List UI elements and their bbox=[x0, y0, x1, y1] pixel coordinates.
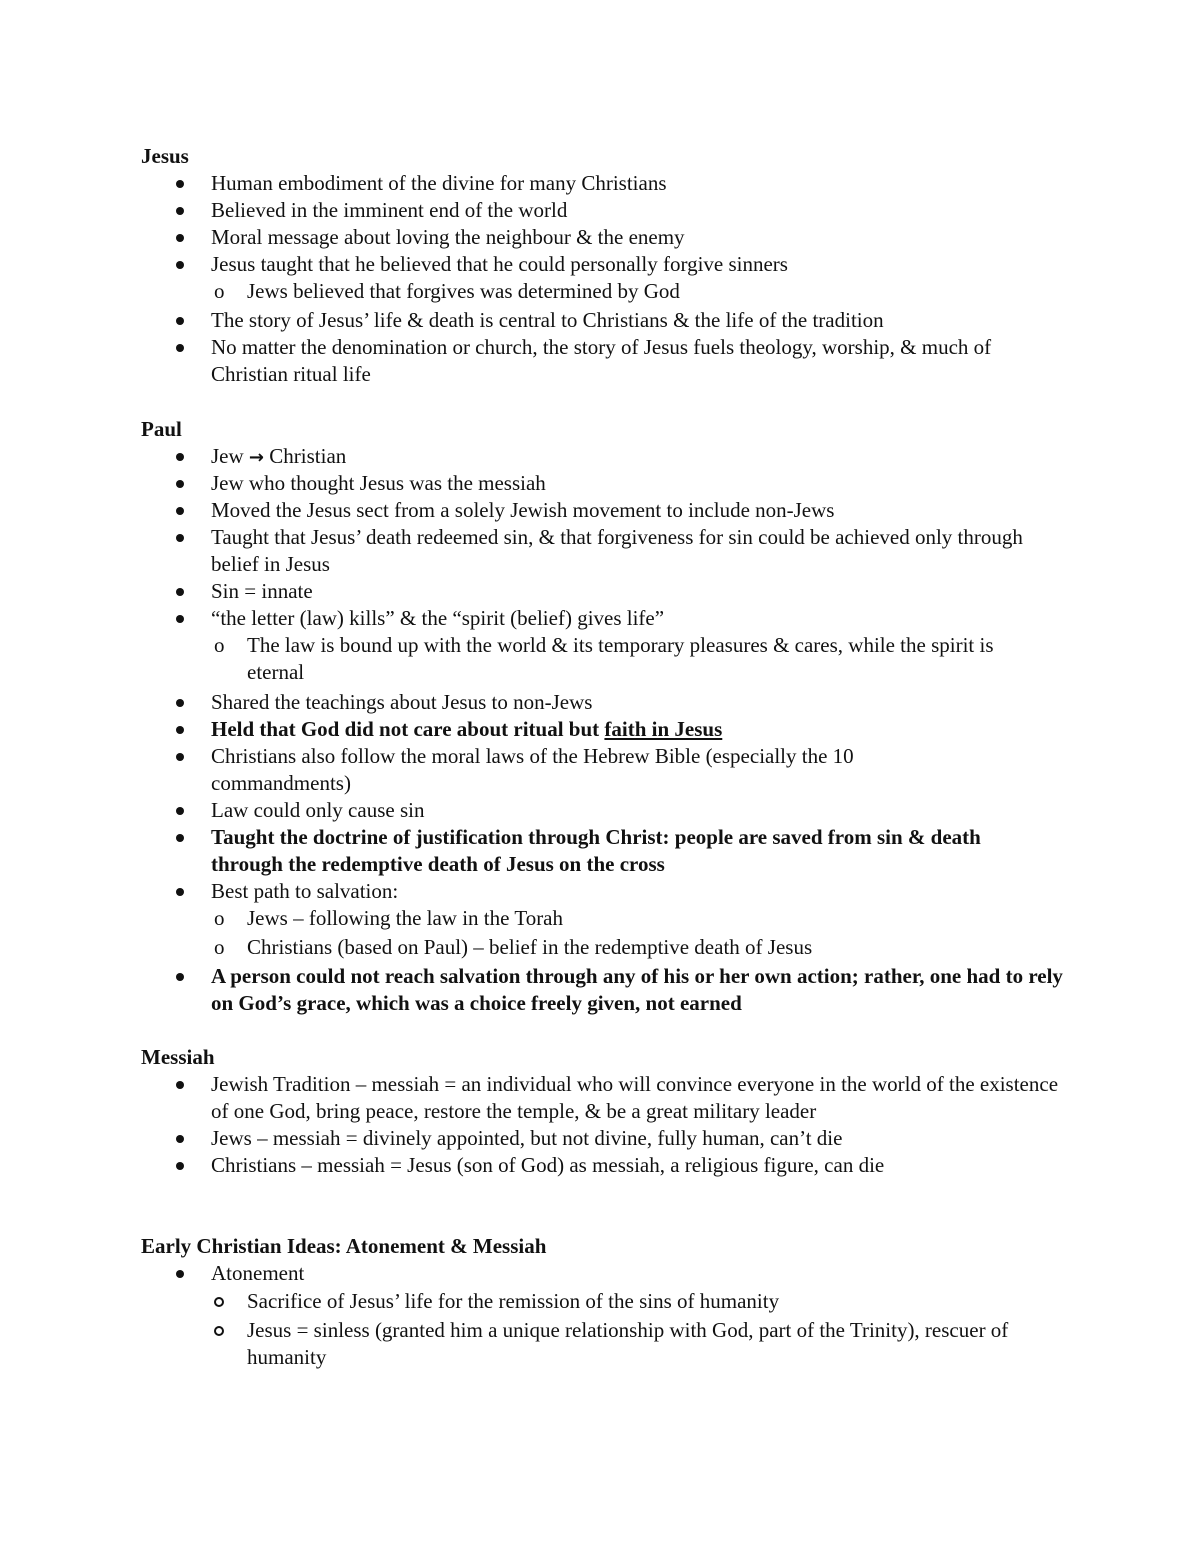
section-heading-messiah: Messiah bbox=[141, 1045, 215, 1069]
list-item: Jewish Tradition – messiah = an individual who will convince everyone in the world of the existence of one God, bring peace, restore the temple, & be a great military leader bbox=[211, 1071, 1061, 1125]
jew-label: Jew bbox=[211, 444, 244, 468]
sub-list-item: o The law is bound up with the world & its temporary pleasures & cares, while the spirit is eternal bbox=[247, 632, 1037, 686]
right-arrow-icon: → bbox=[248, 447, 265, 468]
list-item: Shared the teachings about Jesus to non-Jews bbox=[211, 689, 1071, 716]
list-item: Law could only cause sin bbox=[211, 797, 1071, 824]
faith-in-jesus-text: faith in Jesus bbox=[604, 717, 723, 741]
sub-list-item: Jesus = sinless (granted him a unique relationship with God, part of the Trinity), rescuer of humanity bbox=[247, 1317, 1037, 1371]
list-item-jew-to-christian bbox=[211, 443, 1071, 471]
list-item: Jews – messiah = divinely appointed, but not divine, fully human, can’t die bbox=[211, 1125, 1071, 1152]
list-item: Human embodiment of the divine for many Christians bbox=[211, 170, 1071, 197]
list-item: Christians also follow the moral laws of the Hebrew Bible (especially the 10 commandments) bbox=[211, 743, 971, 797]
list-item: Moral message about loving the neighbour & the enemy bbox=[211, 224, 1071, 251]
list-item-ritual bbox=[211, 716, 1071, 743]
list-item: Taught that Jesus’ death redeemed sin, & that forgiveness for sin could be achieved only through belief in Jesus bbox=[211, 524, 1071, 578]
list-item: Christians – messiah = Jesus (son of God) as messiah, a religious figure, can die bbox=[211, 1152, 1071, 1179]
list-item: “the letter (law) kills” & the “spirit (belief) gives life” bbox=[211, 605, 1071, 632]
list-item: Believed in the imminent end of the world bbox=[211, 197, 1071, 224]
list-item: Atonement bbox=[211, 1260, 1071, 1287]
sub-list-item: o Christians (based on Paul) – belief in the redemptive death of Jesus bbox=[247, 934, 1067, 961]
list-item: The story of Jesus’ life & death is central to Christians & the life of the tradition bbox=[211, 307, 1071, 334]
list-item: Jew who thought Jesus was the messiah bbox=[211, 470, 1071, 497]
list-item: Sin = innate bbox=[211, 578, 1071, 605]
list-item: A person could not reach salvation through any of his or her own action; rather, one had to rely on God’s grace, which was a choice freely given, not earned bbox=[211, 963, 1071, 1017]
sub-list-item: Sacrifice of Jesus’ life for the remission of the sins of humanity bbox=[247, 1288, 1067, 1315]
list-item: Moved the Jesus sect from a solely Jewish movement to include non-Jews bbox=[211, 497, 1071, 524]
list-item: Jesus taught that he believed that he could personally forgive sinners bbox=[211, 251, 1071, 278]
list-item: Taught the doctrine of justification through Christ: people are saved from sin & death through the redemptive death of Jesus on the cross bbox=[211, 824, 1041, 878]
sub-list-item: o Jews believed that forgives was determined by God bbox=[247, 278, 1067, 305]
ritual-text: Held that God did not care about ritual but bbox=[211, 717, 605, 741]
section-heading-early-christian-ideas: Early Christian Ideas: Atonement & Messiah bbox=[141, 1234, 547, 1258]
section-heading-jesus: Jesus bbox=[141, 144, 189, 168]
list-item: No matter the denomination or church, the story of Jesus fuels theology, worship, & much of Christian ritual life bbox=[211, 334, 1071, 388]
sub-list-item: o Jews – following the law in the Torah bbox=[247, 905, 1067, 932]
section-heading-paul: Paul bbox=[141, 417, 182, 441]
list-item: Best path to salvation: bbox=[211, 878, 1071, 905]
christian-label: Christian bbox=[269, 444, 347, 468]
